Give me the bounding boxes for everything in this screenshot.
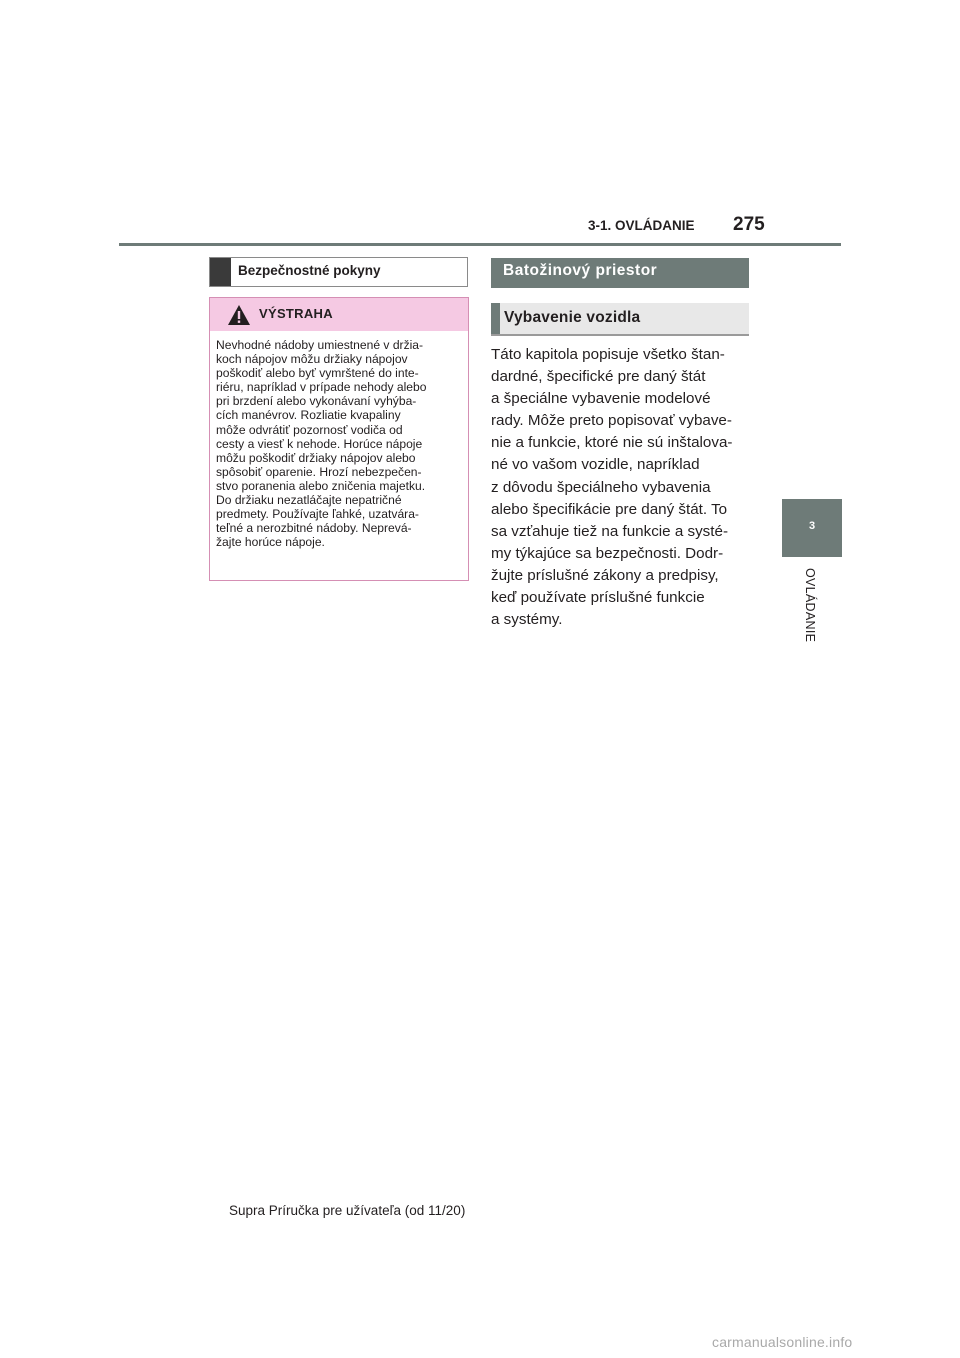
warning-line: poškodiť alebo byť vymrštené do inte- [216,366,419,381]
warning-line: cích manévrov. Rozliatie kvapaliny [216,408,401,423]
warning-line: Nevhodné nádoby umiestnené v držia- [216,338,424,352]
warning-header [210,298,468,331]
warning-line: stvo poranenia alebo zničenia majetku. [216,478,426,493]
paragraph-line: nie a funkcie, ktoré nie sú inštalova- [491,434,733,452]
safety-heading-text: Bezpečnostné pokyny [238,263,381,278]
warning-line: žajte horúce nápoje. [216,535,325,550]
warning-line: riéru, napríklad v prípade nehody alebo [216,380,427,395]
warning-text [216,338,466,549]
watermark: carmanualsonline.info [712,1334,853,1350]
paragraph-line: Táto kapitola popisuje všetko štan- [491,346,725,363]
paragraph-line: né vo vašom vozidle, napríklad [491,456,700,474]
warning-line: teľné a nerozbitné nádoby. Neprevá- [216,521,412,536]
subheading-marker [491,303,500,334]
paragraph-line: a špeciálne vybavenie modelové [491,390,711,408]
warning-line: môžu poškodiť držiaky nápojov alebo [216,450,416,465]
warning-title: VÝSTRAHA [259,306,333,321]
warning-line: spôsobiť oparenie. Hrozí nebezpečen- [216,464,422,479]
paragraph-line: sa vzťahuje tiež na funkcie a systé- [491,522,729,540]
chapter-tab-label: OVLÁDANIE [803,568,817,643]
paragraph-line: dardné, špecifické pre daný štát [491,368,706,386]
equipment-subheading-text: Vybavenie vozidla [504,309,641,326]
warning-triangle-icon [227,304,251,326]
luggage-heading [491,258,749,288]
warning-box [209,297,469,581]
header-rule [119,243,841,246]
paragraph-line: alebo špecifikácie pre daný štát. To [491,500,728,518]
paragraph-line: rady. Môže preto popisovať vybave- [491,412,732,430]
paragraph-line: žujte príslušné zákony a predpisy, [491,566,719,584]
paragraph-line: my týkajúce sa bezpečnosti. Dodr- [491,544,724,562]
warning-line: Do držiaku nezatláčajte nepatričné [216,493,402,508]
warning-line: predmety. Používajte ľahké, uzatvára- [216,507,419,522]
footer-text: Supra Príručka pre užívateľa (od 11/20) [229,1203,466,1218]
warning-line: cesty a viesť k nehode. Horúce nápoje [216,436,423,451]
paragraph-line: z dôvodu špeciálneho vybavenia [491,478,711,496]
warning-line: koch nápojov môžu držiaky nápojov [216,352,408,367]
section-title: 3-1. OVLÁDANIE [588,218,695,233]
equipment-paragraph [491,344,753,631]
warning-line: môže odvrátiť pozornosť vodiča od [216,422,403,437]
chapter-tab-number: 3 [808,520,816,532]
warning-line: pri brzdení alebo vykonávaní vyhýba- [216,394,417,409]
safety-heading [209,257,468,287]
heading-marker [210,258,231,286]
equipment-subheading [491,303,749,336]
paragraph-line: keď používate príslušné funkcie [491,589,705,607]
paragraph-line: a systémy. [491,611,563,629]
luggage-heading-text: Batožinový priestor [503,262,658,279]
page-number: 275 [733,214,765,235]
